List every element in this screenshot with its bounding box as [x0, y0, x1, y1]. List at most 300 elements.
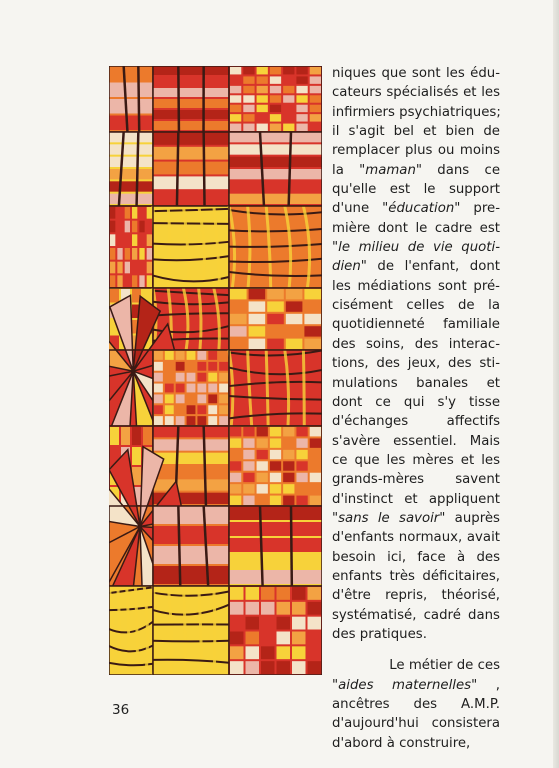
italic-text: sans le savoir: [338, 510, 440, 526]
mosaic-curve: [183, 586, 185, 675]
mosaic-cell: [296, 67, 307, 74]
text-run: d'une ": [332, 201, 389, 217]
mosaic-cell: [110, 207, 115, 219]
mosaic-cell: [304, 289, 321, 299]
text-run: infirmiers psychiatriques;: [332, 104, 501, 120]
mosaic-cell: [270, 496, 281, 505]
mosaic-cell: [270, 67, 281, 74]
mosaic-cell: [246, 632, 260, 645]
mosaic-stroke: [138, 66, 139, 132]
mosaic-band: [109, 194, 153, 204]
mosaic-cell: [267, 339, 284, 349]
mosaic-stroke: [178, 66, 179, 132]
text-run: " ,: [471, 677, 500, 693]
mosaic-cell: [219, 351, 228, 360]
text-run: mulations banales et: [332, 375, 500, 391]
mosaic-cell: [110, 248, 115, 260]
mosaic-cell: [132, 447, 141, 465]
mosaic-cell: [147, 207, 152, 219]
text-line: [332, 548, 500, 567]
text-line: [332, 122, 500, 141]
mosaic-cell: [230, 314, 247, 324]
mosaic-cell: [230, 326, 247, 336]
mosaic-band: [153, 132, 229, 145]
mosaic-band: [229, 570, 322, 584]
mosaic-artwork: [109, 66, 322, 675]
mosaic-cell: [125, 275, 130, 287]
text-run: besoin ici, face à des: [332, 549, 500, 565]
mosaic-cell: [187, 373, 196, 382]
mosaic-cell: [219, 384, 228, 393]
mosaic-cell: [310, 124, 321, 131]
mosaic-cell: [208, 416, 217, 425]
mosaic-cell: [296, 438, 307, 447]
mosaic-cell: [243, 473, 254, 482]
mosaic-cell: [125, 248, 130, 260]
text-line: [332, 315, 500, 334]
mosaic-band: [229, 554, 322, 568]
mosaic-cell: [286, 301, 303, 311]
text-line: [332, 676, 500, 695]
text-run: il s'agit bel et bien de: [332, 124, 500, 140]
mosaic-band: [153, 162, 229, 175]
mosaic-cell: [230, 301, 247, 311]
mosaic-cell: [230, 67, 241, 74]
mosaic-cell: [147, 275, 152, 287]
text-line: [332, 490, 500, 509]
mosaic-cell: [283, 484, 294, 493]
mosaic-band: [153, 426, 229, 437]
mosaic-cell: [283, 114, 294, 121]
mosaic-cell: [277, 602, 291, 615]
mosaic-curve: [214, 586, 215, 675]
text-line: [332, 567, 500, 586]
mosaic-cell: [310, 76, 321, 83]
mosaic-cell: [230, 484, 241, 493]
mosaic-cell: [208, 405, 217, 414]
mosaic-band: [229, 506, 322, 520]
mosaic-cell: [261, 632, 275, 645]
text-run: Le métier de ces: [389, 658, 500, 674]
mosaic-cell: [154, 416, 163, 425]
mosaic-cell: [296, 95, 307, 102]
mosaic-band: [109, 66, 153, 81]
mosaic-cell: [310, 438, 321, 447]
mosaic-cell: [270, 114, 281, 121]
mosaic-cell: [154, 362, 163, 371]
text-run: tions, des jeux, des sti-: [332, 356, 500, 372]
mosaic-cell: [187, 351, 196, 360]
mosaic-cell: [308, 632, 322, 645]
mosaic-cell: [292, 587, 306, 600]
mosaic-cell: [208, 384, 217, 393]
mosaic-cell: [165, 405, 174, 414]
mosaic-band: [109, 99, 153, 114]
mosaic-band: [153, 479, 229, 490]
mosaic-cell: [154, 351, 163, 360]
text-line: [332, 354, 500, 373]
mosaic-cell: [117, 275, 122, 287]
mosaic-cell: [230, 114, 241, 121]
text-line: [332, 470, 500, 489]
mosaic-cell: [117, 262, 122, 274]
mosaic-cell: [308, 661, 322, 674]
mosaic-cell: [230, 587, 244, 600]
text-line: [332, 695, 500, 714]
text-run: mière dont le cadre est: [332, 220, 500, 236]
text-run: cateurs spécialisés et les: [332, 85, 500, 101]
mosaic-cell: [110, 234, 115, 246]
text-run: ": [332, 510, 339, 526]
mosaic-cell: [296, 461, 307, 470]
mosaic-cell: [139, 221, 144, 233]
mosaic-cell: [310, 95, 321, 102]
mosaic-cell: [230, 461, 241, 470]
text-run: d'instinct et appliquent: [332, 491, 500, 507]
mosaic-cell: [132, 262, 137, 274]
mosaic-cell: [176, 394, 185, 403]
mosaic-cell: [230, 661, 244, 674]
mosaic-cell: [230, 496, 241, 505]
mosaic-cell: [261, 587, 275, 600]
mosaic-cell: [283, 438, 294, 447]
mosaic-cell: [132, 427, 141, 445]
mosaic-cell: [165, 416, 174, 425]
mosaic-cell: [296, 427, 307, 436]
mosaic-cell: [283, 95, 294, 102]
mosaic-cell: [110, 275, 115, 287]
text-line: [332, 277, 500, 296]
mosaic-stroke: [204, 132, 205, 206]
mosaic-cell: [132, 234, 137, 246]
mosaic-cell: [296, 473, 307, 482]
text-run: dont ce qui s'y tisse: [332, 394, 500, 410]
text-run: la ": [332, 162, 366, 178]
mosaic-band: [229, 157, 322, 167]
mosaic-cell: [165, 384, 174, 393]
mosaic-cell: [286, 326, 303, 336]
mosaic-cell: [296, 105, 307, 112]
mosaic-cell: [243, 86, 254, 93]
mosaic-cell: [308, 646, 322, 659]
mosaic-cell: [257, 461, 268, 470]
mosaic-cell: [292, 617, 306, 630]
mosaic-cell: [304, 326, 321, 336]
italic-text: le milieu de vie quoti-: [338, 240, 500, 256]
text-line: [332, 219, 500, 238]
text-run: niques que sont les édu-: [332, 66, 500, 81]
mosaic-cell: [125, 207, 130, 219]
mosaic-cell: [230, 438, 241, 447]
text-line: [332, 451, 500, 470]
mosaic-cell: [176, 373, 185, 382]
italic-text: maman: [365, 162, 416, 178]
mosaic-cell: [219, 362, 228, 371]
mosaic-cell: [296, 496, 307, 505]
text-line: [332, 412, 500, 431]
mosaic-cell: [283, 461, 294, 470]
mosaic-cell: [249, 314, 266, 324]
mosaic-cell: [139, 248, 144, 260]
text-run: quotidienneté familiale: [332, 317, 500, 333]
mosaic-cell: [257, 105, 268, 112]
mosaic-cell: [283, 76, 294, 83]
mosaic-stroke: [137, 132, 139, 206]
mosaic-cell: [296, 86, 307, 93]
mosaic-band: [153, 66, 229, 75]
mosaic-cell: [139, 275, 144, 287]
mosaic-band: [153, 176, 229, 189]
text-line: [332, 606, 500, 625]
mosaic-cell: [246, 661, 260, 674]
mosaic-cell: [257, 484, 268, 493]
mosaic-band: [153, 439, 229, 450]
mosaic-cell: [277, 646, 291, 659]
mosaic-cell: [296, 114, 307, 121]
mosaic-cell: [132, 275, 137, 287]
mosaic-cell: [270, 86, 281, 93]
mosaic-cell: [286, 339, 303, 349]
mosaic-cell: [230, 86, 241, 93]
mosaic-cell: [270, 473, 281, 482]
mosaic-band: [109, 169, 153, 179]
mosaic-cell: [249, 339, 266, 349]
text-line: [332, 586, 500, 605]
text-run: ancêtres des A.M.P.: [332, 697, 500, 712]
mosaic-cell: [197, 384, 206, 393]
mosaic-cell: [308, 617, 322, 630]
mosaic-cell: [243, 114, 254, 121]
mosaic-cell: [249, 301, 266, 311]
mosaic-painting: [109, 66, 322, 675]
mosaic-cell: [257, 438, 268, 447]
mosaic-cell: [230, 124, 241, 131]
mosaic-cell: [270, 76, 281, 83]
mosaic-cell: [292, 646, 306, 659]
mosaic-cell: [296, 76, 307, 83]
mosaic-cell: [249, 326, 266, 336]
mosaic-cell: [267, 289, 284, 299]
mosaic-cell: [277, 661, 291, 674]
mosaic-cell: [165, 373, 174, 382]
mosaic-cell: [310, 427, 321, 436]
mosaic-cell: [257, 427, 268, 436]
mosaic-band: [229, 181, 322, 191]
mosaic-cell: [176, 416, 185, 425]
text-run: systématisé, cadré dans: [332, 607, 500, 623]
mosaic-band: [229, 144, 322, 154]
text-run: les médiations sont pré-: [332, 278, 500, 294]
mosaic-cell: [230, 473, 241, 482]
mosaic-band: [153, 121, 229, 130]
mosaic-cell: [230, 105, 241, 112]
mosaic-cell: [243, 496, 254, 505]
mosaic-band: [153, 147, 229, 160]
mosaic-band: [153, 566, 229, 584]
mosaic-cell: [132, 221, 137, 233]
mosaic-cell: [270, 438, 281, 447]
mosaic-cell: [176, 384, 185, 393]
mosaic-cell: [246, 602, 260, 615]
mosaic-cell: [277, 632, 291, 645]
mosaic-cell: [270, 484, 281, 493]
mosaic-cell: [187, 394, 196, 403]
mosaic-cell: [270, 427, 281, 436]
mosaic-band: [109, 181, 153, 191]
mosaic-cell: [208, 373, 217, 382]
text-run: " dans ce: [415, 162, 500, 178]
mosaic-cell: [270, 105, 281, 112]
mosaic-cell: [132, 207, 137, 219]
text-line: [332, 714, 500, 733]
text-line: [332, 180, 500, 199]
mosaic-cell: [110, 221, 115, 233]
mosaic-cell: [219, 394, 228, 403]
mosaic-cell: [110, 289, 119, 303]
mosaic-cell: [230, 602, 244, 615]
mosaic-band: [109, 157, 153, 167]
mosaic-cell: [304, 314, 321, 324]
text-run: des pratiques.: [332, 626, 427, 642]
mosaic-cell: [310, 484, 321, 493]
mosaic-cell: [230, 617, 244, 630]
mosaic-cell: [243, 438, 254, 447]
text-line: [332, 161, 500, 180]
mosaic-cell: [165, 351, 174, 360]
mosaic-cell: [230, 646, 244, 659]
mosaic-cell: [143, 427, 152, 445]
mosaic-cell: [310, 450, 321, 459]
mosaic-cell: [283, 124, 294, 131]
mosaic-cell: [230, 427, 241, 436]
text-line: [332, 64, 500, 83]
mosaic-cell: [267, 301, 284, 311]
mosaic-cell: [187, 405, 196, 414]
mosaic-cell: [147, 248, 152, 260]
mosaic-cell: [197, 351, 206, 360]
text-line: [332, 257, 500, 276]
text-run: d'enfants normaux, avait: [332, 530, 500, 546]
mosaic-cell: [187, 362, 196, 371]
mosaic-cell: [219, 373, 228, 382]
mosaic-cell: [176, 351, 185, 360]
mosaic-cell: [283, 450, 294, 459]
mosaic-band: [229, 132, 322, 142]
mosaic-cell: [283, 496, 294, 505]
mosaic-cell: [283, 427, 294, 436]
page-number: 36: [112, 702, 130, 718]
mosaic-band: [153, 453, 229, 464]
text-run: qu'elle est le support: [332, 182, 500, 198]
paragraph: [332, 656, 500, 753]
mosaic-cell: [117, 207, 122, 219]
mosaic-tile: [109, 206, 153, 288]
mosaic-cell: [230, 95, 241, 102]
mosaic-band: [153, 466, 229, 477]
mosaic-cell: [243, 124, 254, 131]
mosaic-cell: [243, 450, 254, 459]
mosaic-cell: [246, 617, 260, 630]
mosaic-cell: [261, 646, 275, 659]
mosaic-cell: [283, 473, 294, 482]
text-line: [332, 374, 500, 393]
text-run: " pre-: [454, 201, 500, 217]
mosaic-cell: [257, 95, 268, 102]
mosaic-cell: [219, 405, 228, 414]
mosaic-cell: [243, 76, 254, 83]
mosaic-cell: [257, 86, 268, 93]
text-line: [332, 528, 500, 547]
mosaic-cell: [243, 461, 254, 470]
text-line: [332, 625, 500, 644]
mosaic-cell: [154, 394, 163, 403]
mosaic-cell: [243, 484, 254, 493]
mosaic-cell: [132, 248, 137, 260]
mosaic-band: [229, 538, 322, 552]
mosaic-cell: [187, 384, 196, 393]
mosaic-cell: [197, 405, 206, 414]
mosaic-curve: [153, 641, 229, 642]
mosaic-cell: [257, 124, 268, 131]
mosaic-band: [109, 83, 153, 98]
mosaic-cell: [176, 362, 185, 371]
mosaic-cell: [310, 473, 321, 482]
text-line: [332, 734, 500, 753]
mosaic-cell: [154, 384, 163, 393]
text-run: d'échanges affectifs: [332, 414, 500, 430]
mosaic-cell: [246, 587, 260, 600]
text-line: [332, 509, 500, 528]
mosaic-cell: [270, 461, 281, 470]
mosaic-cell: [261, 617, 275, 630]
mosaic-cell: [310, 67, 321, 74]
text-run: cisément celles de la: [332, 298, 500, 314]
paragraph-gap: [332, 644, 500, 656]
mosaic-cell: [230, 450, 241, 459]
mosaic-cell: [139, 207, 144, 219]
text-run: ce que les mères et les: [332, 452, 500, 468]
mosaic-stroke: [291, 506, 292, 586]
mosaic-cell: [154, 373, 163, 382]
mosaic-cell: [310, 105, 321, 112]
mosaic-band: [153, 506, 229, 524]
text-line: [332, 393, 500, 412]
mosaic-cell: [121, 427, 130, 445]
text-run: d'aujourd'hui consistera: [332, 716, 500, 732]
mosaic-cell: [310, 496, 321, 505]
mosaic-cell: [197, 362, 206, 371]
mosaic-cell: [197, 394, 206, 403]
mosaic-cell: [257, 496, 268, 505]
mosaic-cell: [267, 314, 284, 324]
page-edge: [553, 0, 559, 768]
mosaic-cell: [261, 602, 275, 615]
mosaic-cell: [267, 326, 284, 336]
mosaic-cell: [283, 105, 294, 112]
mosaic-cell: [176, 405, 185, 414]
mosaic-cell: [292, 632, 306, 645]
mosaic-cell: [257, 67, 268, 74]
mosaic-band: [109, 132, 153, 142]
text-run: s'avère essentiel. Mais: [332, 433, 500, 449]
mosaic-cell: [147, 262, 152, 274]
mosaic-band: [229, 194, 322, 204]
mosaic-band: [153, 88, 229, 97]
mosaic-cell: [257, 450, 268, 459]
mosaic-cell: [257, 473, 268, 482]
mosaic-cell: [286, 289, 303, 299]
mosaic-curve: [153, 223, 229, 224]
